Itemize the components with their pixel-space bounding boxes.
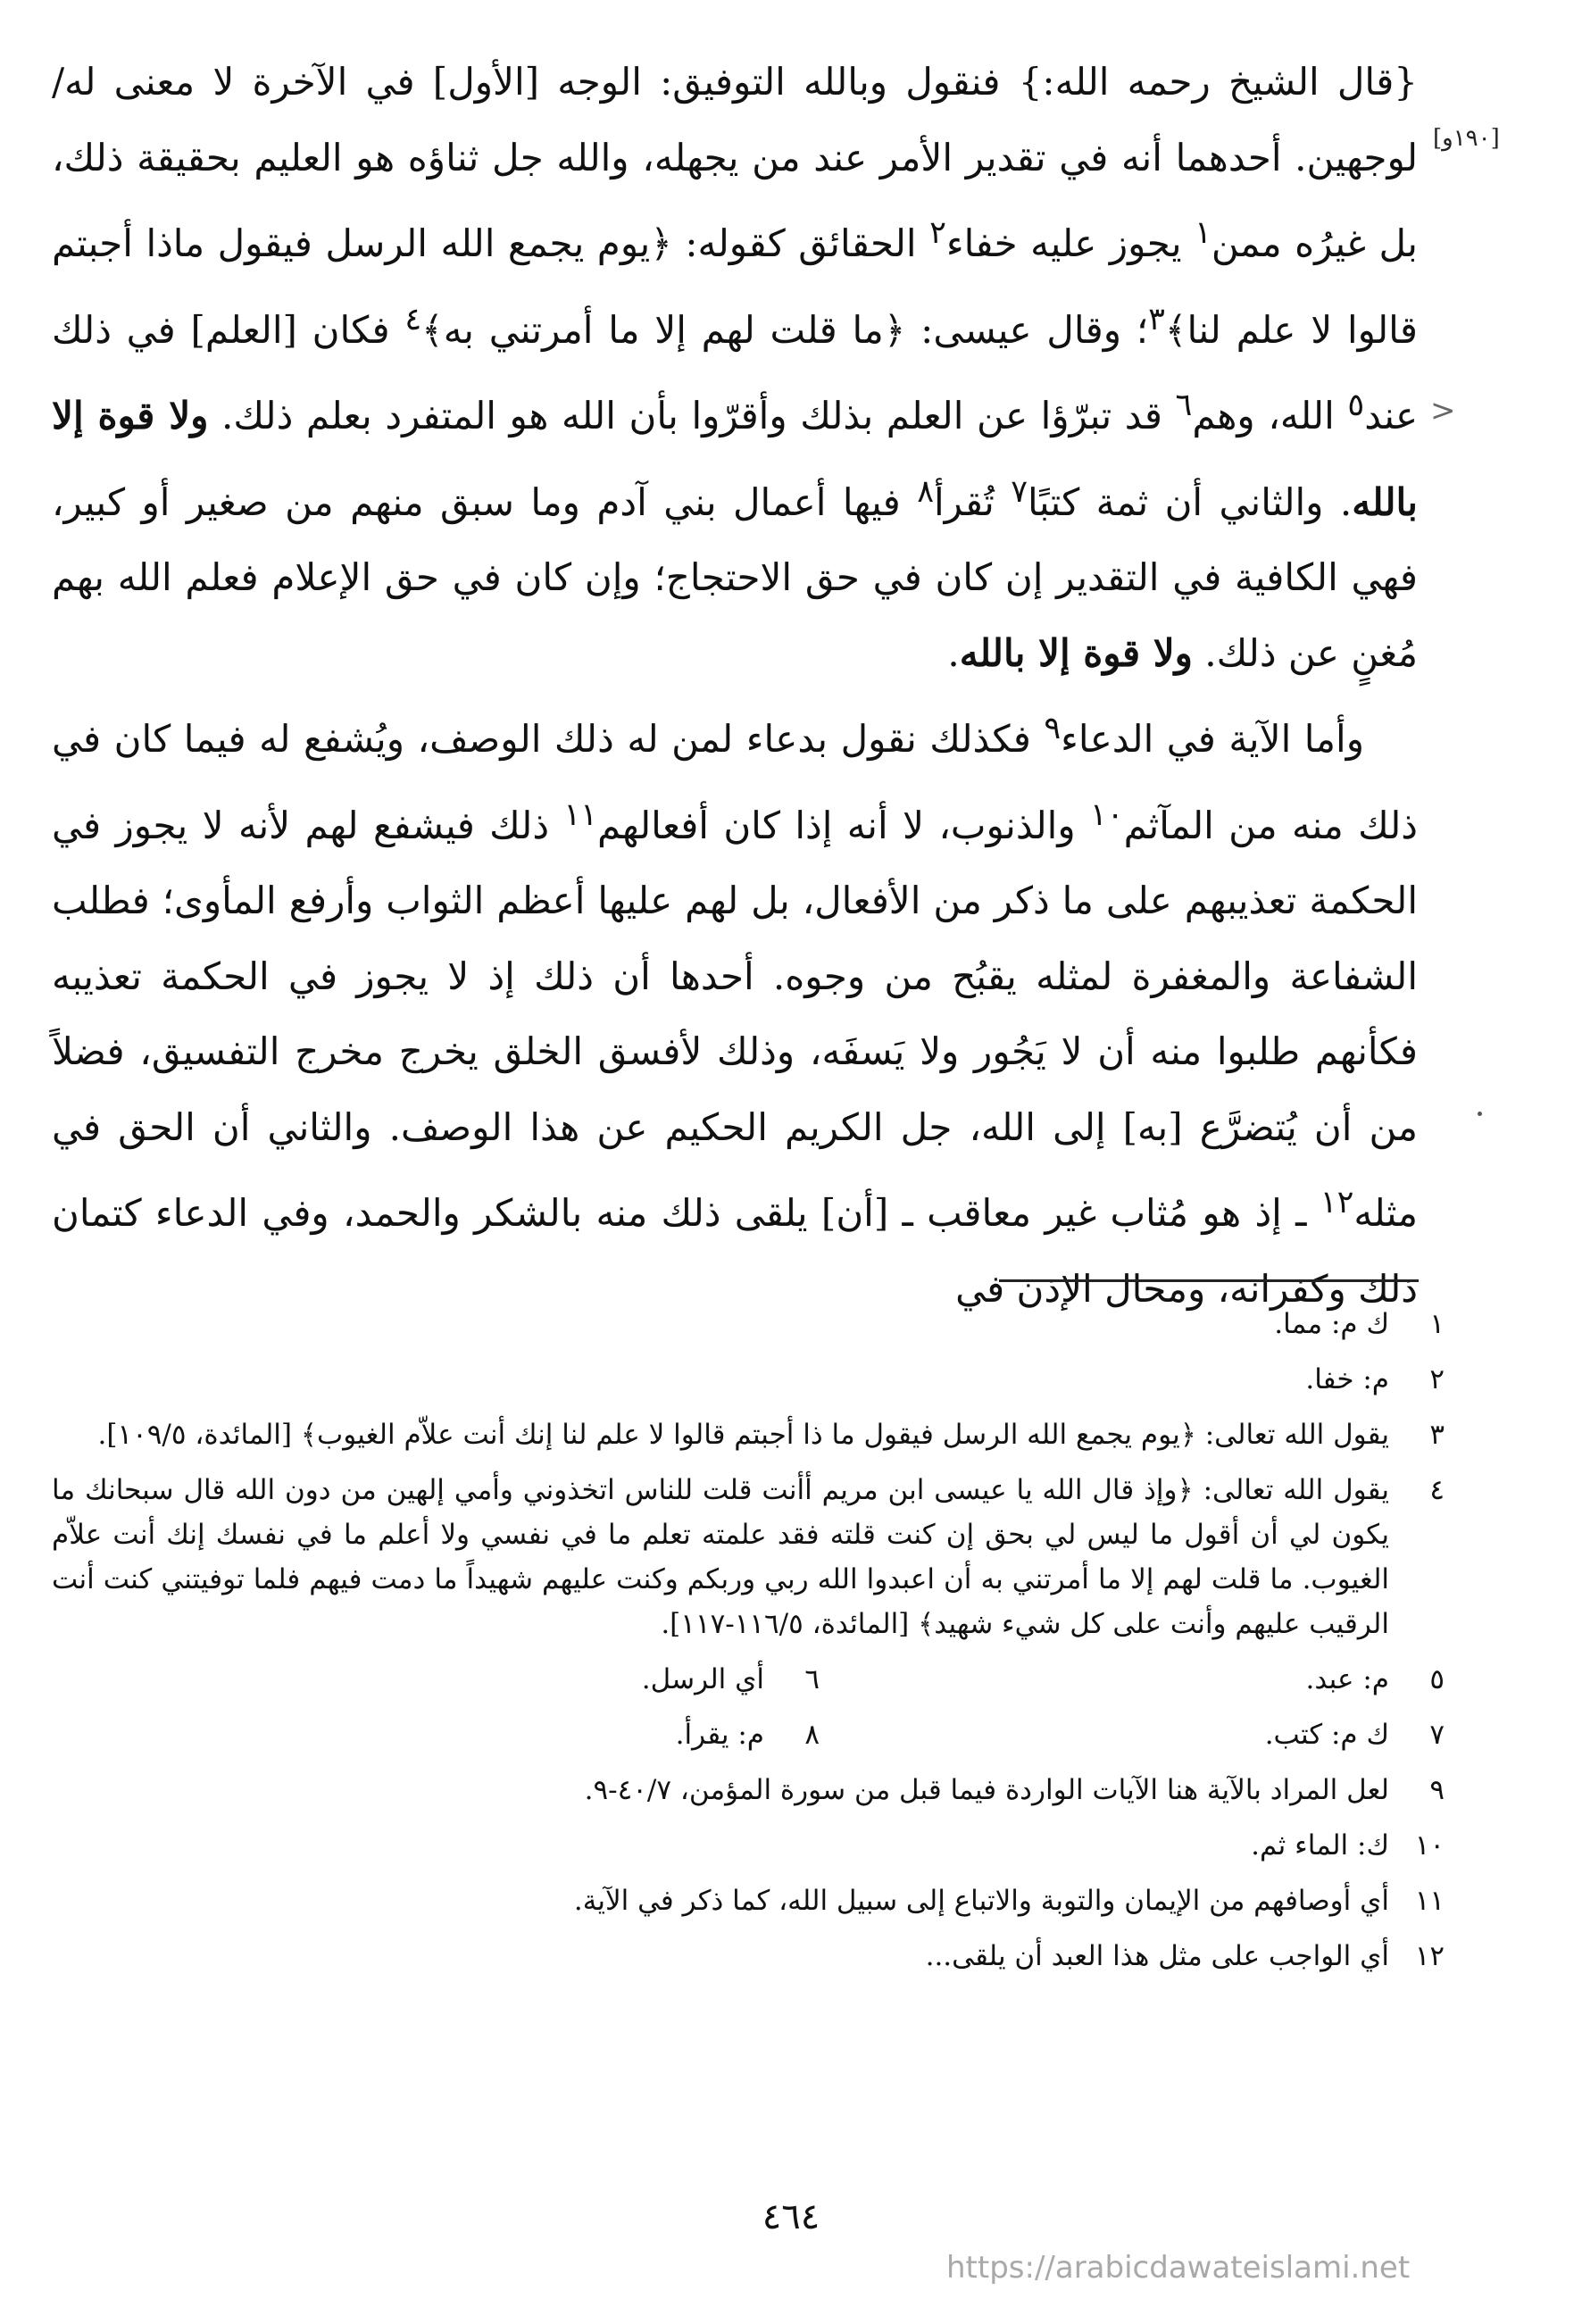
footnote	[52, 1468, 1445, 1646]
footnote-marker: ١٢	[1320, 1185, 1354, 1220]
footnote-number: ٣	[1429, 1419, 1445, 1451]
main-paragraph	[52, 691, 1418, 1327]
margin-folio-reference: [١٩٠و]	[1433, 125, 1500, 152]
footnote-text: م: عبد.	[1305, 1663, 1389, 1695]
footnote-text: أي أوصافهم من الإيمان والتوبة والاتباع إلى سبيل الله، كما ذكر في الآية.	[573, 1885, 1389, 1917]
footnote-marker: ١١	[563, 796, 598, 833]
page-number: ٤٦٤	[762, 2196, 820, 2237]
text-run: قد تبرّؤا عن العلم بذلك وأقرّوا بأن الله هو المتفرد بعلم ذلك.	[208, 394, 1176, 437]
text-run: ـ إذ هو مُثاب غير معاقب ـ [أن] يلقى ذلك منه بالشكر والحمد، وفي الدعاء كتمان ذلك وكفرانه، ومحال الإذن في	[52, 1191, 1418, 1311]
footnote-number: ١٠	[1414, 1829, 1445, 1862]
text-run: فكان [العلم] في ذلك عند	[52, 307, 1418, 437]
footnote-number: ٥	[1429, 1663, 1445, 1695]
footnote-number: ٧	[1429, 1719, 1445, 1751]
footnote	[52, 1768, 1445, 1812]
text-run: والذنوب، لا أنه إذا كان أفعالهم	[597, 803, 1090, 847]
footnote-marker: ٥	[1347, 387, 1365, 423]
text-run: وأما الآية في الدعاء	[1061, 717, 1365, 761]
bold-phrase: ولا قوة إلا بالله	[959, 630, 1193, 675]
footnote-text: أي الواجب على مثل هذا العبد أن يلقى...	[925, 1940, 1389, 1972]
main-paragraph	[52, 45, 1418, 691]
text-run: .	[947, 630, 960, 675]
footnote-text: لعل المراد بالآية هنا الآيات الواردة فيما قبل من سورة المؤمن، ٤٠/٧-٩.	[584, 1774, 1389, 1806]
footnote-number: ٨	[804, 1719, 820, 1751]
footnote	[52, 1302, 1445, 1346]
text-run: {قال الشيخ رحمه الله:} فنقول وبالله التوفيق: الوجه [الأول] في الآخرة لا معنى له/ لوجهين. أحدهما أنه في تقدير الأمر عند من يجهله، والله جل ثناؤه هو العليم بحقيقة ذلك، بل غيرُه ممن	[52, 60, 1418, 265]
margin-dot	[1478, 1112, 1482, 1116]
text-run: . والثاني أن ثمة كتبًا	[1028, 479, 1353, 524]
footnote-text: ك م: مما.	[1274, 1308, 1389, 1340]
text-run: الحقائق كقوله: ﴿يوم يجمع الله الرسل فيقول ماذا أجبتم قالوا لا علم لنا﴾	[52, 221, 1419, 352]
text-run: ؛ وقال عيسى: ﴿ما قلت لهم إلا ما أمرتني به﴾	[421, 307, 1149, 352]
watermark: https://arabicdawateislami.net	[946, 2250, 1411, 2286]
footnote-text: يقول الله تعالى: ﴿يوم يجمع الله الرسل فيقول ما ذا أجبتم قالوا لا علم لنا إنك أنت علاّم الغيوب﴾ [المائدة، ١٠٩/٥].	[97, 1419, 1389, 1451]
footnote	[52, 1823, 1445, 1868]
footnote-marker: ٤	[404, 301, 422, 337]
text-run: يجوز عليه خفاء	[945, 221, 1195, 265]
footnote-separator	[999, 1279, 1419, 1282]
footnote	[52, 1712, 1445, 1757]
text-run: ذلك فيشفع لهم لأنه لا يجوز في الحكمة تعذيبهم على ما ذكر من الأفعال، بل لهم عليها أعظم الثواب وأرفع المأوى؛ فطلب الشفاعة والمغفرة لمثله يقبُح من وجوه. أحدها أن ذلك إذ لا يجوز في الحكمة تعذيبه فكأنهم طلبوا منه أن لا يَجُور ولا يَسفَه، وذلك لأفسق الخلق يخرج مخرج التفسيق، فضلاً من أن يُتضرَّع [به] إلى الله، جل الكريم الحكيم عن هذا الوصف. والثاني أن الحق في مثله	[52, 803, 1418, 1235]
footnote	[52, 1657, 1445, 1702]
footnote	[52, 1357, 1445, 1402]
main-text	[52, 45, 1418, 1327]
footnote-text: م: يقرأ.	[675, 1719, 764, 1751]
footnote-number: ٤	[1429, 1474, 1445, 1506]
footnote-text: ك: الماء ثم.	[1251, 1829, 1389, 1862]
footnote-text: يقول الله تعالى: ﴿وإذ قال الله يا عيسى ابن مريم أأنت قلت للناس اتخذوني وأمي إلهين من دون الله قال سبحانك ما يكون لي أن أقول ما ليس لي بحق إن كنت قلته فقد علمته تعلم ما في نفسي ولا أعلم ما في نفسك إنك أنت علاّم الغيوب. ما قلت لهم إلا ما أمرتني به أن اعبدوا الله ربي وربكم وكنت عليهم شهيداً ما دمت فيهم فلما توفيتني كنت أنت الرقيب عليهم وأنت على كل شيء شهيد﴾ [المائدة، ١١٦/٥-١١٧].	[52, 1474, 1389, 1640]
footnote-number: ٦	[804, 1663, 820, 1695]
footnote-marker: ٢	[929, 215, 946, 251]
footnote-marker: ٨	[917, 473, 934, 510]
footnote-number: ١٢	[1414, 1940, 1445, 1972]
footnote-text: م: خفا.	[1305, 1363, 1389, 1395]
footnote-marker: ٣	[1148, 301, 1165, 337]
text-run: فكذلك نقول بدعاء لمن له ذلك الوصف، ويُشفع له فيما كان في ذلك منه من المآثم	[52, 717, 1418, 847]
footnote-number: ٩	[1429, 1774, 1445, 1806]
footnote-marker: ١	[1195, 215, 1211, 251]
text-run: تُقرأ	[934, 479, 1012, 524]
footnote-number: ١	[1429, 1308, 1445, 1340]
text-run: الله، وهم	[1192, 394, 1348, 437]
footnote-marker: ٩	[1044, 711, 1062, 746]
footnote	[52, 1878, 1445, 1923]
margin-mark: <	[1430, 393, 1456, 429]
footnotes	[52, 1302, 1445, 1989]
footnote	[52, 1412, 1445, 1457]
text-run: فيها أعمال بني آدم وما سبق منهم من صغير أو كبير، فهي الكافية في التقدير إن كان في حق الاحتجاج؛ وإن كان في حق الإعلام فعلم الله بهم مُغنٍ عن ذلك.	[52, 479, 1418, 675]
footnote-number: ١١	[1414, 1885, 1445, 1917]
footnote-marker: ٦	[1175, 387, 1193, 423]
footnote-number: ٢	[1429, 1363, 1445, 1395]
footnote-marker: ٧	[1011, 473, 1028, 510]
footnote	[52, 1934, 1445, 1978]
footnote-text: ك م: كتب.	[1264, 1719, 1389, 1751]
footnote-marker: ١٠	[1090, 796, 1124, 833]
bold-phrase: ولا قوة إلا بالله	[52, 394, 1418, 524]
footnote-text: أي الرسل.	[641, 1663, 764, 1695]
